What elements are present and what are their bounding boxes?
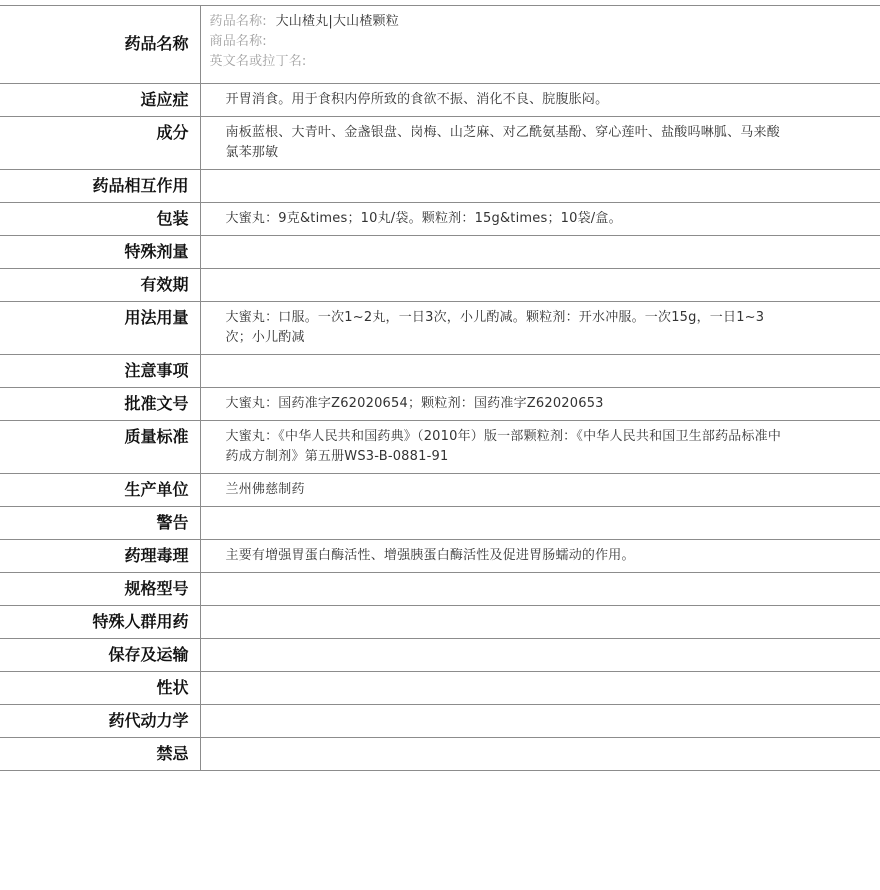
row-ingredients bbox=[0, 117, 880, 170]
trade-name-line bbox=[210, 32, 791, 52]
generic-name-value: 大山楂丸|大山楂颗粒 bbox=[275, 14, 399, 29]
row-special-dosage bbox=[0, 236, 880, 269]
latin-name-line bbox=[210, 52, 791, 72]
row-label bbox=[0, 269, 200, 302]
row-storage bbox=[0, 639, 880, 672]
latin-name-key: 英文名或拉丁名: bbox=[209, 54, 307, 69]
row-packaging bbox=[0, 203, 880, 236]
generic-name-line bbox=[210, 12, 791, 32]
value-approval: 大蜜丸：国药准字Z62020654；颗粒剂：国药准字Z62020653 bbox=[200, 388, 880, 421]
row-interactions bbox=[0, 170, 880, 203]
label-interactions: 药品相互作用 bbox=[92, 176, 189, 195]
row-label bbox=[0, 302, 200, 355]
value-warning bbox=[200, 507, 880, 540]
value-usage: 大蜜丸：口服。一次1~2丸，一日3次，小儿酌减。颗粒剂：开水冲服。一次15g，一日1~3次；小儿酌减 bbox=[200, 302, 880, 355]
row-label bbox=[0, 203, 200, 236]
label-contraindications: 禁忌 bbox=[156, 744, 189, 763]
label-warning: 警告 bbox=[156, 513, 189, 532]
label-quality-standard: 质量标准 bbox=[124, 427, 189, 446]
drug-info-table bbox=[0, 5, 880, 771]
row-usage bbox=[0, 302, 880, 355]
row-contraindications bbox=[0, 738, 880, 771]
row-warning bbox=[0, 507, 880, 540]
row-pharmacology bbox=[0, 540, 880, 573]
value-packaging: 大蜜丸：9克&times；10丸/袋。颗粒剂：15g&times；10袋/盒。 bbox=[200, 203, 880, 236]
value-ingredients: 南板蓝根、大青叶、金盏银盘、岗梅、山芝麻、对乙酰氨基酚、穿心莲叶、盐酸吗啉胍、马来酸氯苯那敏 bbox=[200, 117, 880, 170]
row-label bbox=[0, 573, 200, 606]
label-precautions: 注意事项 bbox=[124, 361, 189, 380]
value-appearance bbox=[200, 672, 880, 705]
row-label bbox=[0, 388, 200, 421]
row-approval bbox=[0, 388, 880, 421]
row-manufacturer bbox=[0, 474, 880, 507]
value-quality-standard: 大蜜丸：《中华人民共和国药典》（2010年）版一部颗粒剂：《中华人民共和国卫生部药品标准中药成方制剂》第五册WS3-B-0881-91 bbox=[200, 421, 880, 474]
row-label bbox=[0, 672, 200, 705]
label-packaging: 包装 bbox=[156, 209, 189, 228]
row-expiry bbox=[0, 269, 880, 302]
row-label bbox=[0, 507, 200, 540]
value-pharmacokinetics bbox=[200, 705, 880, 738]
label-drug-name: 药品名称 bbox=[124, 34, 189, 53]
row-indications bbox=[0, 84, 880, 117]
value-special-populations bbox=[200, 606, 880, 639]
label-pharmacokinetics: 药代动力学 bbox=[108, 711, 189, 730]
row-label bbox=[0, 474, 200, 507]
row-label bbox=[0, 6, 200, 84]
value-indications: 开胃消食。用于食积内停所致的食欲不振、消化不良、脘腹胀闷。 bbox=[200, 84, 880, 117]
label-usage: 用法用量 bbox=[124, 308, 189, 327]
row-label bbox=[0, 355, 200, 388]
label-special-populations: 特殊人群用药 bbox=[92, 612, 189, 631]
value-expiry bbox=[200, 269, 880, 302]
value-contraindications bbox=[200, 738, 880, 771]
label-expiry: 有效期 bbox=[140, 275, 189, 294]
label-special-dosage: 特殊剂量 bbox=[124, 242, 189, 261]
label-specification: 规格型号 bbox=[124, 579, 189, 598]
value-interactions bbox=[200, 170, 880, 203]
row-label bbox=[0, 117, 200, 170]
value-manufacturer: 兰州佛慈制药 bbox=[200, 474, 880, 507]
label-appearance: 性状 bbox=[156, 678, 189, 697]
drug-name-values bbox=[200, 6, 880, 84]
row-quality-standard bbox=[0, 421, 880, 474]
value-special-dosage bbox=[200, 236, 880, 269]
row-label bbox=[0, 540, 200, 573]
row-label bbox=[0, 236, 200, 269]
row-label bbox=[0, 421, 200, 474]
row-specification bbox=[0, 573, 880, 606]
value-specification bbox=[200, 573, 880, 606]
label-pharmacology: 药理毒理 bbox=[124, 546, 189, 565]
generic-name-key: 药品名称: bbox=[209, 14, 267, 29]
row-label bbox=[0, 738, 200, 771]
value-storage bbox=[200, 639, 880, 672]
label-indications: 适应症 bbox=[140, 90, 189, 109]
row-label bbox=[0, 170, 200, 203]
value-pharmacology: 主要有增强胃蛋白酶活性、增强胰蛋白酶活性及促进胃肠蠕动的作用。 bbox=[200, 540, 880, 573]
row-label bbox=[0, 705, 200, 738]
row-label bbox=[0, 606, 200, 639]
row-appearance bbox=[0, 672, 880, 705]
row-drug-name bbox=[0, 6, 880, 84]
label-ingredients: 成分 bbox=[156, 123, 189, 142]
label-manufacturer: 生产单位 bbox=[124, 480, 189, 499]
row-label bbox=[0, 84, 200, 117]
trade-name-key: 商品名称: bbox=[209, 34, 267, 49]
row-label bbox=[0, 639, 200, 672]
row-pharmacokinetics bbox=[0, 705, 880, 738]
row-special-populations bbox=[0, 606, 880, 639]
row-precautions bbox=[0, 355, 880, 388]
value-precautions bbox=[200, 355, 880, 388]
drug-info-sheet bbox=[0, 5, 880, 771]
label-storage: 保存及运输 bbox=[108, 645, 189, 664]
label-approval: 批准文号 bbox=[124, 394, 189, 413]
